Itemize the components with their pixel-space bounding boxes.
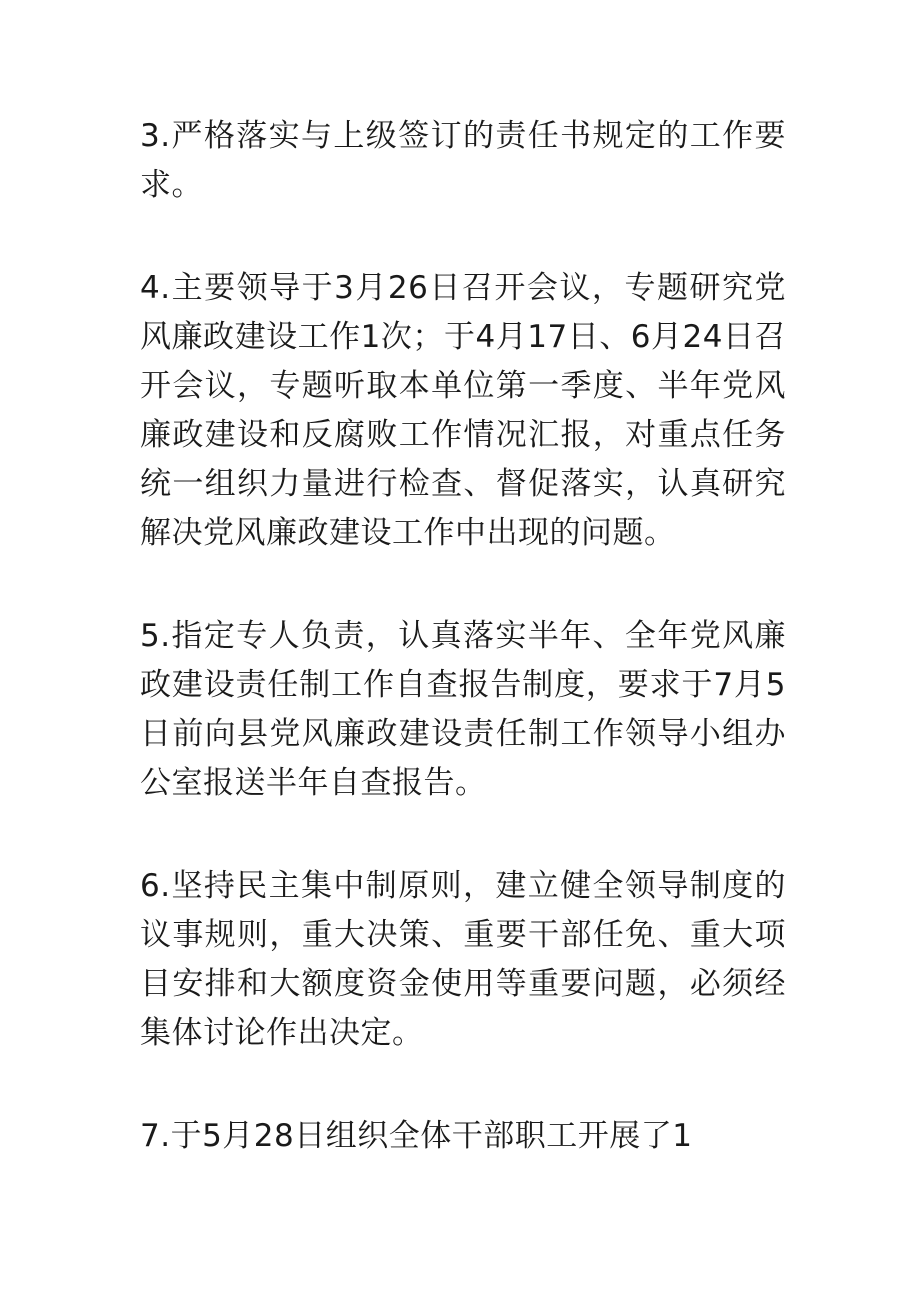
paragraph-item-6: 6.坚持民主集中制原则，建立健全领导制度的议事规则，重大决策、重要干部任免、重大项目安排和大额度资金使用等重要问题，必须经集体讨论作出决定。 <box>140 868 786 1051</box>
document-body <box>140 112 786 1215</box>
paragraph-item-3: 3.严格落实与上级签订的责任书规定的工作要求。 <box>140 118 786 203</box>
paragraph-item-5: 5.指定专人负责，认真落实半年、全年党风廉政建设责任制工作自查报告制度，要求于7月5日前向县党风廉政建设责任制工作领导小组办公室报送半年自查报告。 <box>140 618 786 801</box>
paragraph-item-4: 4.主要领导于3月26日召开会议，专题研究党风廉政建设工作1次；于4月17日、6月24日召开会议，专题听取本单位第一季度、半年党风廉政建设和反腐败工作情况汇报，对重点任务统一组织力量进行检查、督促落实，认真研究解决党风廉政建设工作中出现的问题。 <box>140 270 786 551</box>
paragraph-item-7: 7.于5月28日组织全体干部职工开展了1 <box>140 1118 693 1154</box>
